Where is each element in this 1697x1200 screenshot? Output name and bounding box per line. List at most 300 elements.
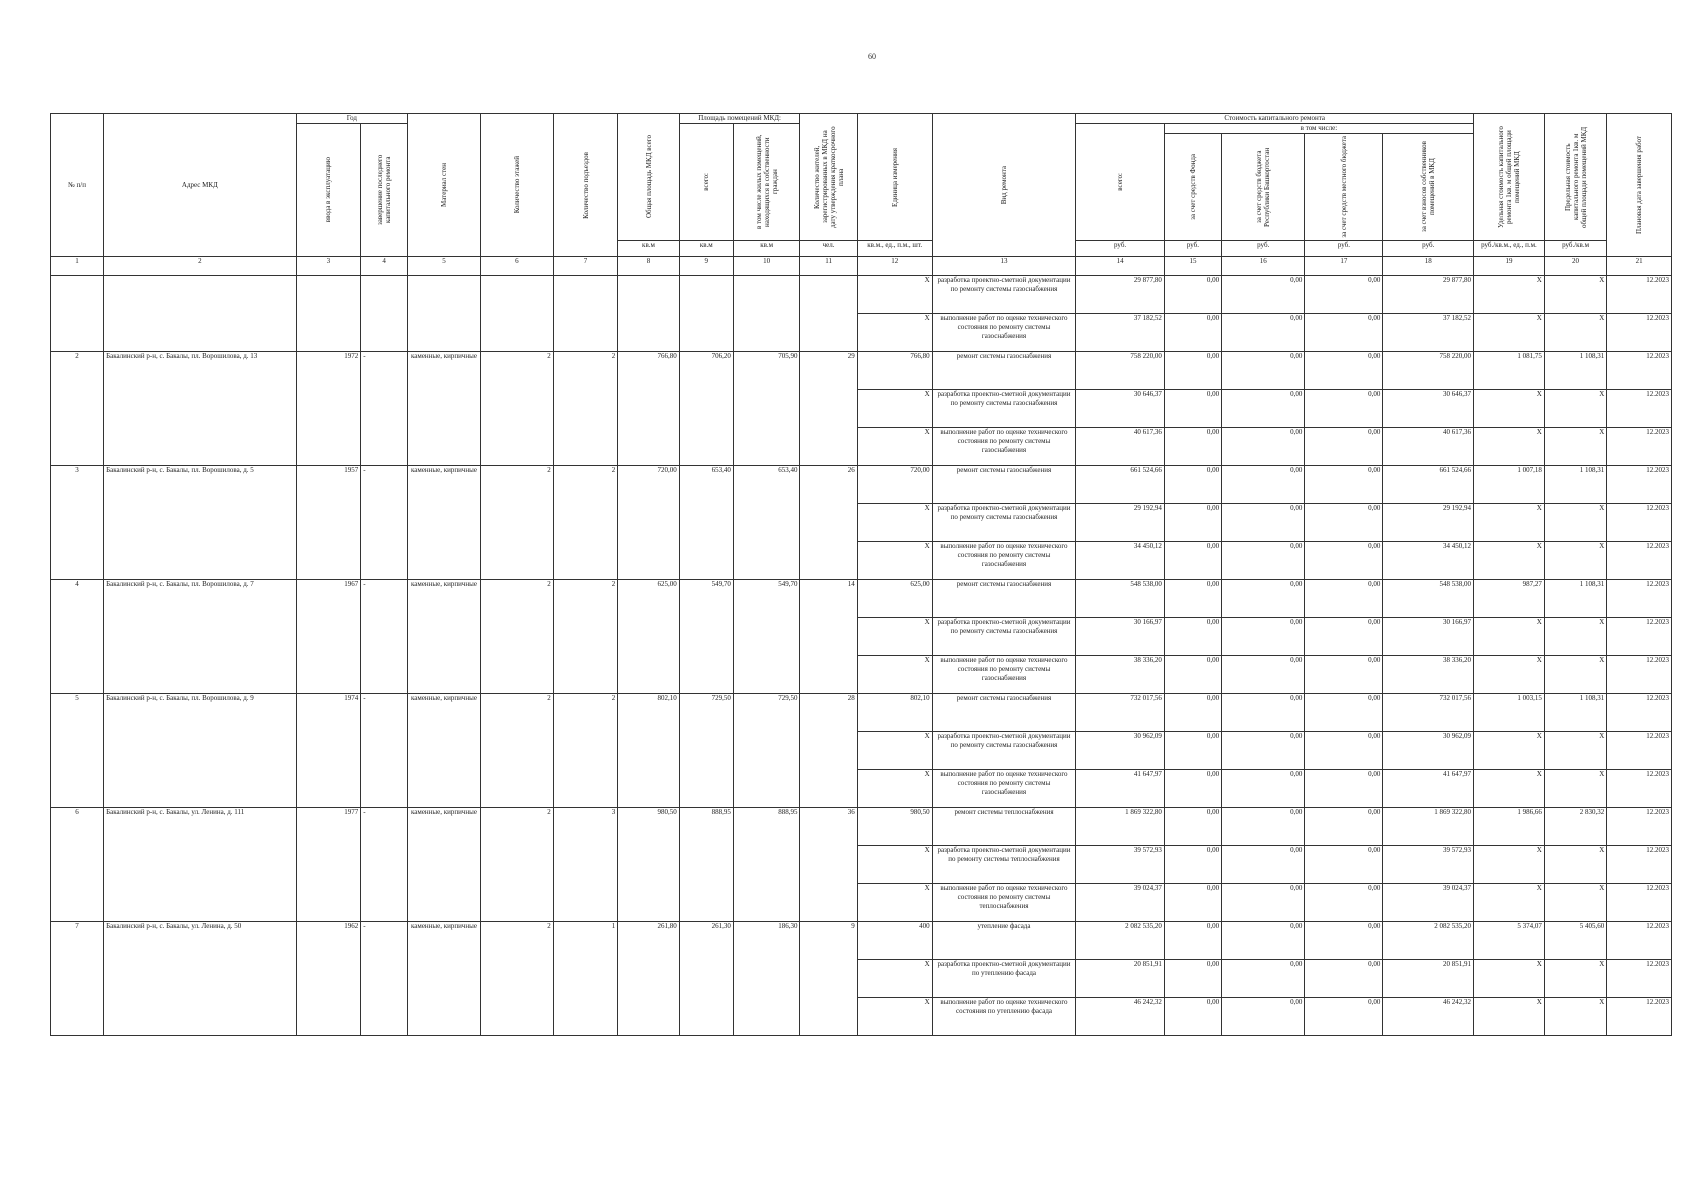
cell-c16: 0,00 xyxy=(1222,466,1305,504)
cell-c18: 30 646,37 xyxy=(1383,390,1474,428)
cell-c16: 0,00 xyxy=(1222,770,1305,808)
cell-c17: 0,00 xyxy=(1305,428,1383,466)
cell-c21: 12.2023 xyxy=(1607,314,1672,352)
cell-c15: 0,00 xyxy=(1164,428,1221,466)
header-year-commission: ввода в эксплуатацию xyxy=(324,157,333,223)
cell-c8: 802,10 xyxy=(618,694,679,808)
cell-c2: Бакалинский р-н, с. Бакалы, пл. Ворошилова, д. 5 xyxy=(104,466,297,580)
cell-c1: 6 xyxy=(51,808,104,922)
cell-c15: 0,00 xyxy=(1164,846,1221,884)
header-no: № п/п xyxy=(51,114,104,257)
col-number: 10 xyxy=(733,257,800,276)
table-row xyxy=(51,352,1672,390)
unit-cell: кв.м., ед., п.м., шт. xyxy=(857,241,932,257)
cell-c2: Бакалинский р-н, с. Бакалы, ул. Ленина, д. 111 xyxy=(104,808,297,922)
cell-c18: 30 962,09 xyxy=(1383,732,1474,770)
cell-c17: 0,00 xyxy=(1305,390,1383,428)
header-republic: за счет средств бюджета Республики Башкортостан xyxy=(1255,147,1272,227)
header-residents: Количество жителей, зарегистрированных в МКД на дату утверждения краткосрочного плана xyxy=(812,126,845,228)
cell-c10 xyxy=(733,276,800,352)
cell-c19: 5 374,07 xyxy=(1474,922,1545,960)
cell-c16: 0,00 xyxy=(1222,276,1305,314)
cell-c12: X xyxy=(857,960,932,998)
cell-c14: 30 166,97 xyxy=(1076,618,1164,656)
cell-c20: X xyxy=(1544,276,1606,314)
page-number: 60 xyxy=(868,52,876,61)
cell-c15: 0,00 xyxy=(1164,618,1221,656)
cell-c14: 37 182,52 xyxy=(1076,314,1164,352)
cell-c19: X xyxy=(1474,542,1545,580)
cell-c17: 0,00 xyxy=(1305,884,1383,922)
col-number: 2 xyxy=(104,257,297,276)
cell-c6: 2 xyxy=(480,694,553,808)
cell-c1 xyxy=(51,276,104,352)
cell-c14: 30 962,09 xyxy=(1076,732,1164,770)
cell-c12: 625,00 xyxy=(857,580,932,618)
cell-c20: X xyxy=(1544,542,1606,580)
cell-c15: 0,00 xyxy=(1164,542,1221,580)
header-owners: за счет взносов собственников помещений в МКД xyxy=(1420,141,1437,233)
unit-cell: кв.м xyxy=(733,241,800,257)
cell-c20: X xyxy=(1544,390,1606,428)
cell-c3: 1962 xyxy=(296,922,361,1036)
cell-c16: 0,00 xyxy=(1222,542,1305,580)
cell-c21: 12.2023 xyxy=(1607,656,1672,694)
cell-c12: X xyxy=(857,314,932,352)
header-entrances: Количество подъездов xyxy=(581,151,590,219)
cell-c13: ремонт системы газоснабжения xyxy=(932,580,1076,618)
cell-c4: - xyxy=(361,808,408,922)
cell-c18: 40 617,36 xyxy=(1383,428,1474,466)
cell-c2: Бакалинский р-н, с. Бакалы, пл. Ворошилова, д. 9 xyxy=(104,694,297,808)
cell-c21: 12.2023 xyxy=(1607,390,1672,428)
col-number: 17 xyxy=(1305,257,1383,276)
cell-c15: 0,00 xyxy=(1164,998,1221,1036)
cell-c16: 0,00 xyxy=(1222,960,1305,998)
cell-c9 xyxy=(679,276,733,352)
cell-c18: 30 166,97 xyxy=(1383,618,1474,656)
cell-c15: 0,00 xyxy=(1164,808,1221,846)
cell-c11: 9 xyxy=(800,922,857,1036)
cell-c10: 653,40 xyxy=(733,466,800,580)
cell-c18: 1 869 322,80 xyxy=(1383,808,1474,846)
cell-c19: X xyxy=(1474,656,1545,694)
cell-c9: 653,40 xyxy=(679,466,733,580)
cell-c11 xyxy=(800,276,857,352)
cell-c15: 0,00 xyxy=(1164,694,1221,732)
unit-cell: кв.м xyxy=(679,241,733,257)
cell-c5: каменные, кирпичные xyxy=(408,352,481,466)
cell-c15: 0,00 xyxy=(1164,770,1221,808)
cell-c19: 987,27 xyxy=(1474,580,1545,618)
capital-repair-table xyxy=(50,113,1672,1036)
col-number: 3 xyxy=(296,257,361,276)
cell-c16: 0,00 xyxy=(1222,656,1305,694)
cell-c18: 41 647,97 xyxy=(1383,770,1474,808)
cell-c4 xyxy=(361,276,408,352)
cell-c21: 12.2023 xyxy=(1607,276,1672,314)
cell-c1: 2 xyxy=(51,352,104,466)
col-number: 13 xyxy=(932,257,1076,276)
cell-c18: 39 024,37 xyxy=(1383,884,1474,922)
cell-c13: ремонт системы газоснабжения xyxy=(932,466,1076,504)
table-row xyxy=(51,580,1672,618)
cell-c17: 0,00 xyxy=(1305,466,1383,504)
cell-c11: 28 xyxy=(800,694,857,808)
cell-c13: разработка проектно-сметной документации по ремонту системы газоснабжения xyxy=(932,390,1076,428)
cell-c17: 0,00 xyxy=(1305,314,1383,352)
table-row xyxy=(51,808,1672,846)
cell-c7: 2 xyxy=(553,466,618,580)
cell-c2: Бакалинский р-н, с. Бакалы, пл. Ворошилова, д. 13 xyxy=(104,352,297,466)
cell-c14: 1 869 322,80 xyxy=(1076,808,1164,846)
cell-c1: 4 xyxy=(51,580,104,694)
table-row xyxy=(51,466,1672,504)
cell-c3 xyxy=(296,276,361,352)
cell-c3: 1967 xyxy=(296,580,361,694)
cell-c8: 980,50 xyxy=(618,808,679,922)
header-floors: Количество этажей xyxy=(512,156,521,214)
cell-c12: X xyxy=(857,770,932,808)
cell-c14: 30 646,37 xyxy=(1076,390,1164,428)
unit-cell: руб. xyxy=(1222,241,1305,257)
cell-c15: 0,00 xyxy=(1164,466,1221,504)
cell-c20: X xyxy=(1544,998,1606,1036)
cell-c4: - xyxy=(361,466,408,580)
cell-c15: 0,00 xyxy=(1164,504,1221,542)
table-body xyxy=(51,276,1672,1036)
cell-c12: X xyxy=(857,618,932,656)
cell-c20: 1 108,31 xyxy=(1544,352,1606,390)
cell-c10: 705,90 xyxy=(733,352,800,466)
cell-c13: выполнение работ по оценке технического состояния по ремонту системы газоснабжения xyxy=(932,770,1076,808)
cell-c8: 261,80 xyxy=(618,922,679,1036)
cell-c20: X xyxy=(1544,846,1606,884)
cell-c18: 46 242,32 xyxy=(1383,998,1474,1036)
cell-c19: 1 081,75 xyxy=(1474,352,1545,390)
cell-c9: 729,50 xyxy=(679,694,733,808)
cell-c12: X xyxy=(857,998,932,1036)
cell-c8: 766,80 xyxy=(618,352,679,466)
col-number: 18 xyxy=(1383,257,1474,276)
cell-c12: X xyxy=(857,390,932,428)
table-row xyxy=(51,922,1672,960)
cell-c20: 5 405,60 xyxy=(1544,922,1606,960)
cell-c21: 12.2023 xyxy=(1607,846,1672,884)
unit-cell: руб./кв.м., ед., п.м. xyxy=(1474,241,1545,257)
cell-c17: 0,00 xyxy=(1305,770,1383,808)
col-number: 4 xyxy=(361,257,408,276)
cell-c14: 661 524,66 xyxy=(1076,466,1164,504)
cell-c14: 758 220,00 xyxy=(1076,352,1164,390)
cell-c16: 0,00 xyxy=(1222,808,1305,846)
cell-c14: 40 617,36 xyxy=(1076,428,1164,466)
header-max-cost: Предельная стоимость капитального ремонта 1кв. м общей площади помещений МКД xyxy=(1563,126,1588,228)
col-number: 14 xyxy=(1076,257,1164,276)
cell-c16: 0,00 xyxy=(1222,998,1305,1036)
cell-c15: 0,00 xyxy=(1164,656,1221,694)
cell-c16: 0,00 xyxy=(1222,732,1305,770)
cell-c14: 2 082 535,20 xyxy=(1076,922,1164,960)
header-unit-cost: Удельная стоимость капитального ремонта 1кв. м общей площади помещений МКД xyxy=(1496,126,1521,228)
cell-c4: - xyxy=(361,694,408,808)
cell-c14: 34 450,12 xyxy=(1076,542,1164,580)
cell-c2: Бакалинский р-н, с. Бакалы, пл. Ворошилова, д. 7 xyxy=(104,580,297,694)
cell-c21: 12.2023 xyxy=(1607,352,1672,390)
cell-c11: 14 xyxy=(800,580,857,694)
cell-c12: X xyxy=(857,846,932,884)
unit-cell: чел. xyxy=(800,241,857,257)
cell-c17: 0,00 xyxy=(1305,580,1383,618)
cell-c18: 20 851,91 xyxy=(1383,960,1474,998)
cell-c6 xyxy=(480,276,553,352)
cell-c21: 12.2023 xyxy=(1607,732,1672,770)
header-unit: Единица измерения xyxy=(890,147,899,207)
cell-c2 xyxy=(104,276,297,352)
cell-c17: 0,00 xyxy=(1305,846,1383,884)
cell-c19: X xyxy=(1474,846,1545,884)
cell-c7: 2 xyxy=(553,694,618,808)
cell-c13: ремонт системы теплоснабжения xyxy=(932,808,1076,846)
cell-c13: разработка проектно-сметной документации по ремонту системы газоснабжения xyxy=(932,732,1076,770)
unit-cell: кв.м xyxy=(618,241,679,257)
cell-c12: 802,10 xyxy=(857,694,932,732)
cell-c13: ремонт системы газоснабжения xyxy=(932,352,1076,390)
cell-c17: 0,00 xyxy=(1305,998,1383,1036)
cell-c17: 0,00 xyxy=(1305,276,1383,314)
cell-c4: - xyxy=(361,352,408,466)
cell-c18: 2 082 535,20 xyxy=(1383,922,1474,960)
col-number: 8 xyxy=(618,257,679,276)
cell-c3: 1974 xyxy=(296,694,361,808)
cell-c16: 0,00 xyxy=(1222,390,1305,428)
unit-cell: руб. xyxy=(1076,241,1164,257)
cell-c15: 0,00 xyxy=(1164,276,1221,314)
cell-c21: 12.2023 xyxy=(1607,466,1672,504)
cell-c19: X xyxy=(1474,428,1545,466)
cell-c21: 12.2023 xyxy=(1607,428,1672,466)
cell-c20: 1 108,31 xyxy=(1544,580,1606,618)
unit-cell: руб. xyxy=(1383,241,1474,257)
cell-c9: 549,70 xyxy=(679,580,733,694)
cell-c4: - xyxy=(361,922,408,1036)
cell-c13: разработка проектно-сметной документации по утеплению фасада xyxy=(932,960,1076,998)
cell-c21: 12.2023 xyxy=(1607,694,1672,732)
cell-c12: X xyxy=(857,504,932,542)
cell-c17: 0,00 xyxy=(1305,504,1383,542)
col-number: 5 xyxy=(408,257,481,276)
cell-c14: 548 538,00 xyxy=(1076,580,1164,618)
header-year-last-repair: завершение последнего капитального ремонта xyxy=(376,154,393,226)
cell-c3: 1957 xyxy=(296,466,361,580)
cell-c14: 20 851,91 xyxy=(1076,960,1164,998)
header-incl: в том числе: xyxy=(1164,124,1473,134)
cell-c16: 0,00 xyxy=(1222,922,1305,960)
cell-c13: выполнение работ по оценке технического состояния по ремонту системы газоснабжения xyxy=(932,314,1076,352)
cell-c20: X xyxy=(1544,428,1606,466)
cell-c16: 0,00 xyxy=(1222,428,1305,466)
cell-c19: X xyxy=(1474,618,1545,656)
cell-c13: разработка проектно-сметной документации по ремонту системы газоснабжения xyxy=(932,276,1076,314)
col-number: 9 xyxy=(679,257,733,276)
cell-c12: 400 xyxy=(857,922,932,960)
header-work-type: Вид ремонта xyxy=(1000,165,1008,205)
cell-c11: 29 xyxy=(800,352,857,466)
cell-c6: 2 xyxy=(480,580,553,694)
cell-c21: 12.2023 xyxy=(1607,922,1672,960)
cell-c17: 0,00 xyxy=(1305,808,1383,846)
cell-c21: 12.2023 xyxy=(1607,504,1672,542)
cell-c17: 0,00 xyxy=(1305,656,1383,694)
cell-c17: 0,00 xyxy=(1305,618,1383,656)
table-subrow xyxy=(51,276,1672,314)
cell-c18: 39 572,93 xyxy=(1383,846,1474,884)
cell-c13: разработка проектно-сметной документации по ремонту системы теплоснабжения xyxy=(932,846,1076,884)
header-fund: за счет средств Фонда xyxy=(1188,154,1197,220)
table-header xyxy=(51,114,1672,276)
col-number: 7 xyxy=(553,257,618,276)
cell-c18: 758 220,00 xyxy=(1383,352,1474,390)
cell-c17: 0,00 xyxy=(1305,922,1383,960)
header-year-group: Год xyxy=(296,114,407,124)
cell-c14: 29 192,94 xyxy=(1076,504,1164,542)
cell-c15: 0,00 xyxy=(1164,390,1221,428)
cell-c7: 2 xyxy=(553,580,618,694)
cell-c16: 0,00 xyxy=(1222,580,1305,618)
cell-c19: X xyxy=(1474,884,1545,922)
cell-c13: выполнение работ по оценке технического состояния по утеплению фасада xyxy=(932,998,1076,1036)
header-address: Адрес МКД xyxy=(104,114,297,257)
cell-c20: X xyxy=(1544,656,1606,694)
cell-c13: выполнение работ по оценке технического состояния по ремонту системы теплоснабжения xyxy=(932,884,1076,922)
cell-c3: 1972 xyxy=(296,352,361,466)
cell-c12: 766,80 xyxy=(857,352,932,390)
cell-c12: 720,00 xyxy=(857,466,932,504)
cell-c9: 888,95 xyxy=(679,808,733,922)
cell-c21: 12.2023 xyxy=(1607,770,1672,808)
cell-c1: 3 xyxy=(51,466,104,580)
cell-c20: X xyxy=(1544,884,1606,922)
cell-c17: 0,00 xyxy=(1305,960,1383,998)
cell-c21: 12.2023 xyxy=(1607,960,1672,998)
cell-c10: 729,50 xyxy=(733,694,800,808)
cell-c18: 34 450,12 xyxy=(1383,542,1474,580)
cell-c19: X xyxy=(1474,960,1545,998)
cell-c14: 46 242,32 xyxy=(1076,998,1164,1036)
cell-c17: 0,00 xyxy=(1305,694,1383,732)
cell-c21: 12.2023 xyxy=(1607,998,1672,1036)
cell-c12: X xyxy=(857,276,932,314)
cell-c16: 0,00 xyxy=(1222,314,1305,352)
cell-c13: утепление фасада xyxy=(932,922,1076,960)
cell-c20: X xyxy=(1544,960,1606,998)
cell-c10: 186,30 xyxy=(733,922,800,1036)
cell-c15: 0,00 xyxy=(1164,960,1221,998)
cell-c5: каменные, кирпичные xyxy=(408,466,481,580)
cell-c14: 29 877,80 xyxy=(1076,276,1164,314)
cell-c17: 0,00 xyxy=(1305,352,1383,390)
cell-c21: 12.2023 xyxy=(1607,618,1672,656)
cell-c8: 625,00 xyxy=(618,580,679,694)
cell-c12: X xyxy=(857,542,932,580)
cell-c20: X xyxy=(1544,770,1606,808)
cell-c7: 2 xyxy=(553,352,618,466)
cell-c10: 888,95 xyxy=(733,808,800,922)
cell-c15: 0,00 xyxy=(1164,922,1221,960)
cell-c20: 2 830,32 xyxy=(1544,808,1606,846)
cell-c3: 1977 xyxy=(296,808,361,922)
cell-c6: 2 xyxy=(480,352,553,466)
cell-c13: разработка проектно-сметной документации по ремонту системы газоснабжения xyxy=(932,618,1076,656)
cell-c19: 1 986,66 xyxy=(1474,808,1545,846)
unit-cell: руб. xyxy=(1305,241,1383,257)
header-premises-residential: в том числе жилых помещений, находящихся в собственности граждан xyxy=(754,134,779,230)
cell-c7: 3 xyxy=(553,808,618,922)
col-number: 1 xyxy=(51,257,104,276)
header-cost-total: всего: xyxy=(1116,173,1125,191)
cell-c15: 0,00 xyxy=(1164,884,1221,922)
cell-c18: 38 336,20 xyxy=(1383,656,1474,694)
cell-c20: X xyxy=(1544,504,1606,542)
cell-c14: 39 024,37 xyxy=(1076,884,1164,922)
cell-c18: 732 017,56 xyxy=(1383,694,1474,732)
cell-c20: X xyxy=(1544,618,1606,656)
cell-c13: выполнение работ по оценке технического состояния по ремонту системы газоснабжения xyxy=(932,656,1076,694)
col-number: 15 xyxy=(1164,257,1221,276)
cell-c19: X xyxy=(1474,504,1545,542)
cell-c18: 29 192,94 xyxy=(1383,504,1474,542)
cell-c21: 12.2023 xyxy=(1607,580,1672,618)
cell-c19: 1 007,18 xyxy=(1474,466,1545,504)
cell-c16: 0,00 xyxy=(1222,504,1305,542)
cell-c19: X xyxy=(1474,390,1545,428)
cell-c5: каменные, кирпичные xyxy=(408,808,481,922)
cell-c19: X xyxy=(1474,998,1545,1036)
cell-c19: X xyxy=(1474,770,1545,808)
cell-c11: 26 xyxy=(800,466,857,580)
cell-c12: 980,50 xyxy=(857,808,932,846)
cell-c15: 0,00 xyxy=(1164,352,1221,390)
cell-c4: - xyxy=(361,580,408,694)
cell-c13: выполнение работ по оценке технического состояния по ремонту системы газоснабжения xyxy=(932,428,1076,466)
cell-c18: 661 524,66 xyxy=(1383,466,1474,504)
cell-c18: 29 877,80 xyxy=(1383,276,1474,314)
cell-c14: 732 017,56 xyxy=(1076,694,1164,732)
cell-c17: 0,00 xyxy=(1305,542,1383,580)
cell-c18: 548 538,00 xyxy=(1383,580,1474,618)
cell-c10: 549,70 xyxy=(733,580,800,694)
cell-c14: 38 336,20 xyxy=(1076,656,1164,694)
cell-c2: Бакалинский р-н, с. Бакалы, ул. Ленина, д. 50 xyxy=(104,922,297,1036)
unit-cell: руб./кв.м xyxy=(1544,241,1606,257)
cell-c5: каменные, кирпичные xyxy=(408,694,481,808)
cell-c15: 0,00 xyxy=(1164,580,1221,618)
cell-c13: ремонт системы газоснабжения xyxy=(932,694,1076,732)
col-number: 19 xyxy=(1474,257,1545,276)
cell-c20: X xyxy=(1544,732,1606,770)
header-premises-area: Площадь помещений МКД: xyxy=(679,114,800,124)
cell-c1: 7 xyxy=(51,922,104,1036)
cell-c13: выполнение работ по оценке технического состояния по ремонту системы газоснабжения xyxy=(932,542,1076,580)
header-wall-material: Материал стен xyxy=(439,163,448,207)
cell-c17: 0,00 xyxy=(1305,732,1383,770)
header-planned-date: Плановая дата завершения работ xyxy=(1635,135,1644,235)
cell-c16: 0,00 xyxy=(1222,694,1305,732)
col-number: 21 xyxy=(1607,257,1672,276)
cell-c8: 720,00 xyxy=(618,466,679,580)
cell-c12: X xyxy=(857,732,932,770)
header-total-area: Общая площадь МКД всего xyxy=(644,135,653,219)
